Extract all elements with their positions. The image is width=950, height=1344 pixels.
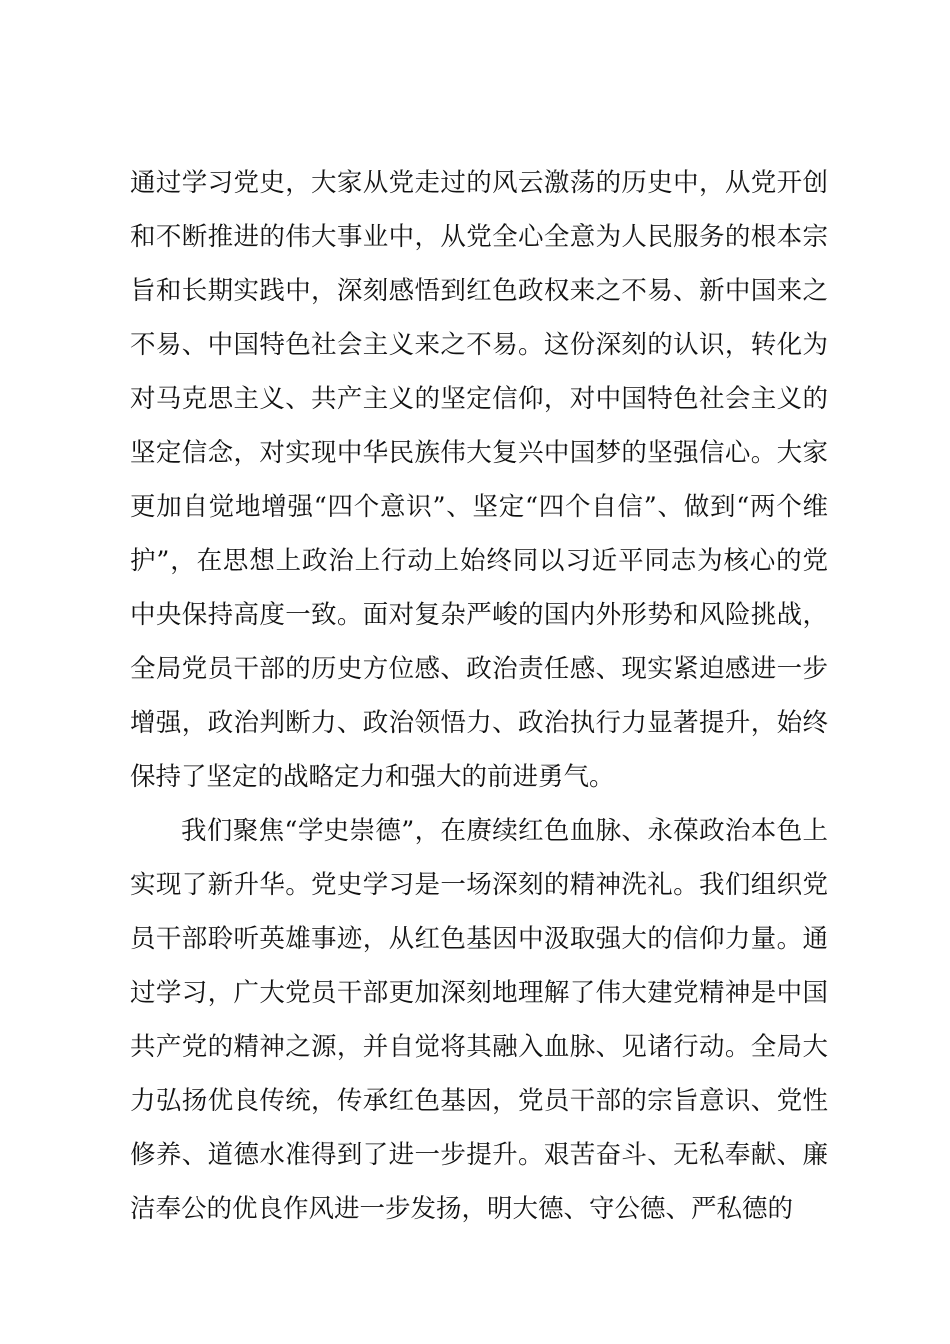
document-body (130, 156, 828, 1236)
paragraph-2: 我们聚焦“学史崇德”，在赓续红色血脉、永葆政治本色上实现了新升华。党史学习是一场深刻的精神洗礼。我们组织党员干部聆听英雄事迹，从红色基因中汲取强大的信仰力量。通过学习，广大党员干部更加深刻地理解了伟大建党精神是中国共产党的精神之源，并自觉将其融入血脉、见诸行动。全局大力弘扬优良传统，传承红色基因，党员干部的宗旨意识、党性修养、道德水准得到了进一步提升。艰苦奋斗、无私奉献、廉洁奉公的优良作风进一步发扬，明大德、守公德、严私德的 (130, 816, 828, 1224)
paragraph-1: 通过学习党史，大家从党走过的风云激荡的历史中，从党开创和不断推进的伟大事业中，从党全心全意为人民服务的根本宗旨和长期实践中，深刻感悟到红色政权来之不易、新中国来之不易、中国特色社会主义来之不易。这份深刻的认识，转化为对马克思主义、共产主义的坚定信仰，对中国特色社会主义的坚定信念，对实现中华民族伟大复兴中国梦的坚强信心。大家更加自觉地增强“四个意识”、坚定“四个自信”、做到“两个维护”，在思想上政治上行动上始终同以习近平同志为核心的党中央保持高度一致。面对复杂严峻的国内外形势和风险挑战，全局党员干部的历史方位感、政治责任感、现实紧迫感进一步增强，政治判断力、政治领悟力、政治执行力显著提升，始终保持了坚定的战略定力和强大的前进勇气。 (130, 168, 828, 792)
